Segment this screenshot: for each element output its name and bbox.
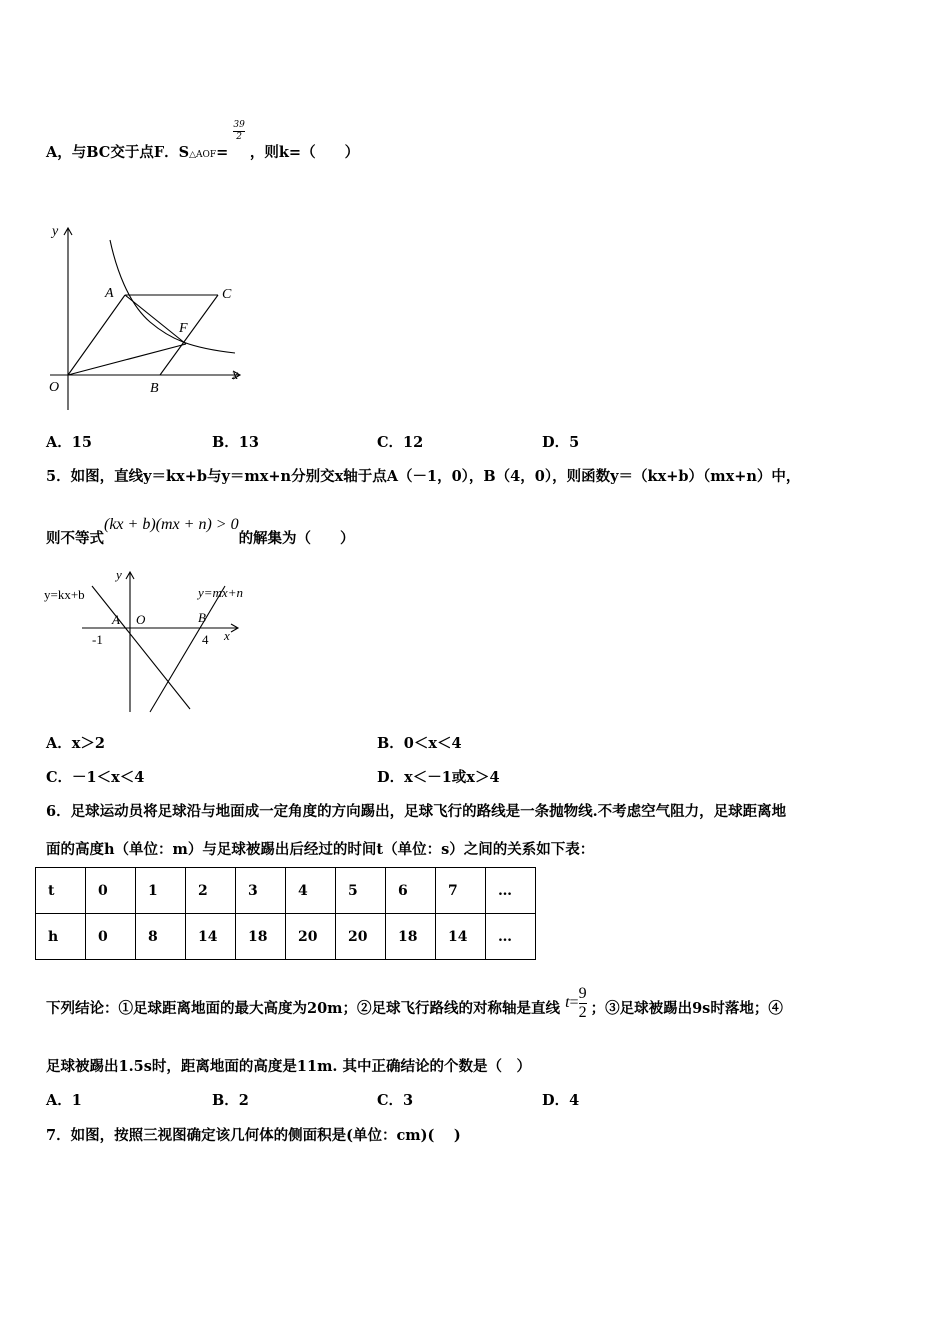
q4-stem xyxy=(46,119,360,164)
q6-stem-line2: 面的高度h（单位：m）与足球被踢出后经过的时间t（单位：s）之间的关系如下表： xyxy=(46,841,595,858)
q4-segment-AF xyxy=(125,295,186,344)
q4-stem-prefix: A，与BC交于点F．S xyxy=(46,144,190,161)
q5-stem-suffix: 的解集为（ ） xyxy=(238,530,355,547)
table-row xyxy=(36,868,536,914)
q5-label-y: y xyxy=(116,567,122,582)
table-cell: 8 xyxy=(136,914,186,960)
table-cell: 0 xyxy=(86,868,136,914)
q5-label-O: O xyxy=(136,612,146,627)
q6-t-num: 9 xyxy=(578,985,587,1002)
table-cell: 18 xyxy=(386,914,436,960)
table-row xyxy=(36,914,536,960)
table-cell: h xyxy=(36,914,86,960)
q4-stem-eq: = xyxy=(216,144,229,161)
q4-label-O: O xyxy=(49,380,60,395)
table-cell: 14 xyxy=(186,914,236,960)
q4-label-B: B xyxy=(150,381,159,396)
table-cell: 4 xyxy=(286,868,336,914)
table-cell: t xyxy=(36,868,86,914)
q6-option-c[interactable]: C．3 xyxy=(377,1092,414,1109)
q6-conclusion-suffix: ；③足球被踢出9s时落地；④ xyxy=(590,1000,783,1018)
q5-stem-line1: 5．如图，直线y＝kx+b与y＝mx+n分别交x轴于点A（－1，0），B（4，0），则函数y＝（kx+b）（mx+n）中， xyxy=(46,468,801,485)
q5-figure xyxy=(40,564,270,716)
q5-option-d[interactable]: D．x＜－1或x＞4 xyxy=(377,769,500,786)
q4-label-F: F xyxy=(179,321,188,336)
q5-label-right-line: y=mx+n xyxy=(198,585,243,600)
table-cell: 3 xyxy=(236,868,286,914)
q6-option-a[interactable]: A．1 xyxy=(46,1092,82,1109)
table-cell: 20 xyxy=(336,914,386,960)
q4-option-a[interactable]: A．15 xyxy=(46,434,92,451)
q6-option-d[interactable]: D．4 xyxy=(542,1092,580,1109)
q6-conclusion-prefix: 下列结论：①足球距离地面的最大高度为20m；②足球飞行路线的对称轴是直线 xyxy=(46,1000,561,1018)
q4-label-C: C xyxy=(222,287,232,302)
table-cell: 20 xyxy=(286,914,336,960)
q6-conclusion-line1 xyxy=(46,985,783,1027)
q6-stem-line1: 6．足球运动员将足球沿与地面成一定角度的方向踢出，足球飞行的路线是一条抛物线.不考虑空气阻力，足球距离地 xyxy=(46,803,787,820)
q5-stem-line2 xyxy=(46,516,355,548)
q6-conclusion-line2: 足球被踢出1.5s时，距离地面的高度是11m. 其中正确结论的个数是（ ） xyxy=(46,1058,532,1075)
q5-option-a[interactable]: A．x＞2 xyxy=(46,735,105,752)
table-cell: 14 xyxy=(436,914,486,960)
q6-t-eq: = xyxy=(569,994,579,1012)
q4-option-c[interactable]: C．12 xyxy=(377,434,424,451)
q5-label-B: B xyxy=(198,610,206,625)
q4-fraction-den: 2 xyxy=(236,131,242,142)
table-cell: 6 xyxy=(386,868,436,914)
q5-option-b[interactable]: B．0＜x＜4 xyxy=(377,735,462,752)
q5-label-left-line: y=kx+b xyxy=(44,587,85,602)
table-cell: 1 xyxy=(136,868,186,914)
table-cell: … xyxy=(486,914,536,960)
q5-line-kx-b xyxy=(92,586,190,709)
q6-t-var: t xyxy=(565,994,570,1012)
q4-figure xyxy=(40,218,250,418)
q6-t-expression xyxy=(565,985,590,1021)
q4-option-d[interactable]: D．5 xyxy=(542,434,580,451)
q4-fraction-num: 39 xyxy=(233,119,245,130)
q5-label-A: A xyxy=(112,612,120,627)
q6-t-fraction xyxy=(579,986,587,1021)
q4-segment-OA xyxy=(68,295,125,375)
q4-label-y: y xyxy=(52,224,59,239)
table-cell: 18 xyxy=(236,914,286,960)
q4-option-b[interactable]: B．13 xyxy=(212,434,259,451)
q4-label-x: x xyxy=(232,368,239,383)
q5-label-four: 4 xyxy=(202,632,209,647)
q4-label-A: A xyxy=(105,286,114,301)
q5-label-neg1: -1 xyxy=(92,632,103,647)
q5-stem-prefix: 则不等式 xyxy=(46,530,104,547)
q4-fraction xyxy=(233,121,244,142)
q4-stem-subscript: △AOF xyxy=(189,150,217,160)
q5-option-c[interactable]: C．－1＜x＜4 xyxy=(46,769,145,786)
q7-stem: 7．如图，按照三视图确定该几何体的侧面积是(单位：cm)( ) xyxy=(46,1127,461,1144)
table-cell: 0 xyxy=(86,914,136,960)
q4-stem-suffix: ，则k=（ ） xyxy=(249,144,360,161)
table-cell: 7 xyxy=(436,868,486,914)
q5-label-x: x xyxy=(224,628,230,643)
table-cell: … xyxy=(486,868,536,914)
q6-t-den: 2 xyxy=(578,1004,587,1021)
table-cell: 2 xyxy=(186,868,236,914)
q6-table xyxy=(35,867,536,960)
table-cell: 5 xyxy=(336,868,386,914)
q5-line-mx-n xyxy=(150,586,225,712)
q5-inequality: (kx + b)(mx + n) > 0 xyxy=(104,516,239,533)
q4-segment-OF xyxy=(68,344,186,375)
q6-option-b[interactable]: B．2 xyxy=(212,1092,249,1109)
